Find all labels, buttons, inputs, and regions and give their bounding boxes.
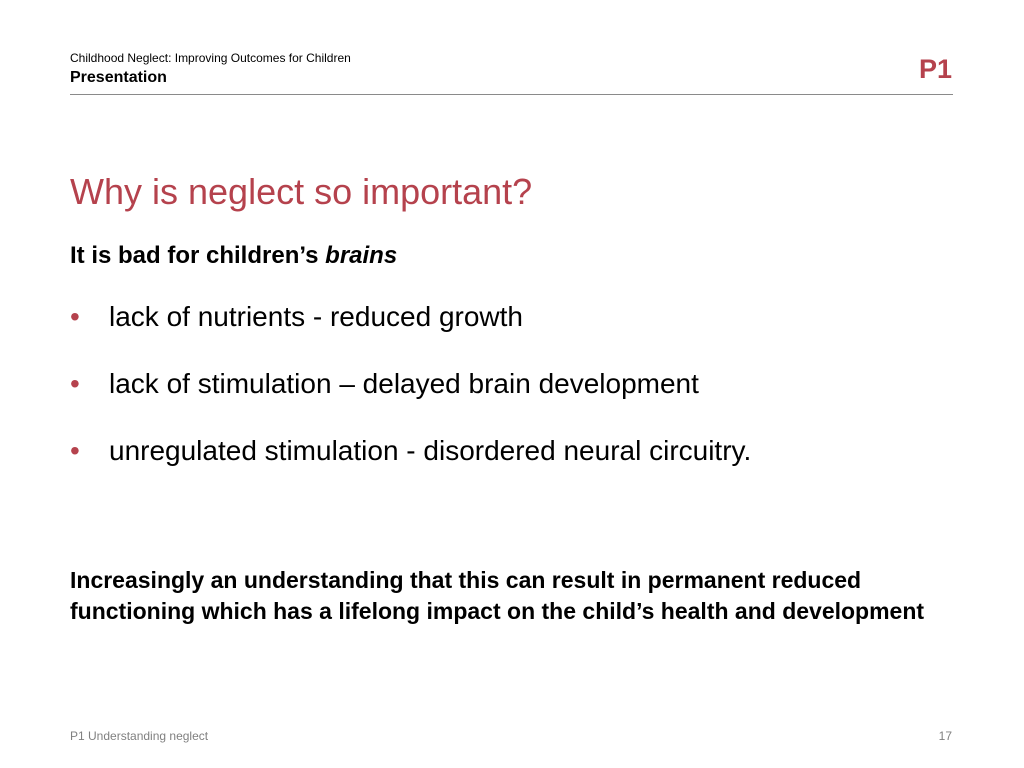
conclusion-text: Increasingly an understanding that this can result in permanent reduced functioning which has a lifelong impact on the child’s health and development: [70, 567, 925, 624]
bullet-text: lack of nutrients - reduced growth: [109, 301, 523, 332]
course-title: Childhood Neglect: Improving Outcomes for Children: [70, 51, 351, 65]
module-code: P1: [918, 54, 952, 84]
header-divider: [70, 94, 953, 95]
bullet-icon: •: [70, 368, 80, 399]
bullet-text: unregulated stimulation - disordered neural circuitry.: [109, 435, 752, 466]
footer-module-label: P1 Understanding neglect: [70, 729, 209, 743]
page-number: 17: [938, 729, 952, 743]
bullet-text: lack of stimulation – delayed brain development: [109, 368, 699, 399]
slide-subtitle: [70, 240, 397, 272]
section-label: Presentation: [70, 69, 167, 86]
slide-title: Why is neglect so important?: [70, 171, 533, 212]
subtitle-text: It is bad for children’s: [70, 242, 326, 269]
subtitle-emphasis: brains: [325, 242, 398, 269]
bullet-icon: •: [70, 435, 80, 466]
bullet-icon: •: [70, 301, 80, 332]
